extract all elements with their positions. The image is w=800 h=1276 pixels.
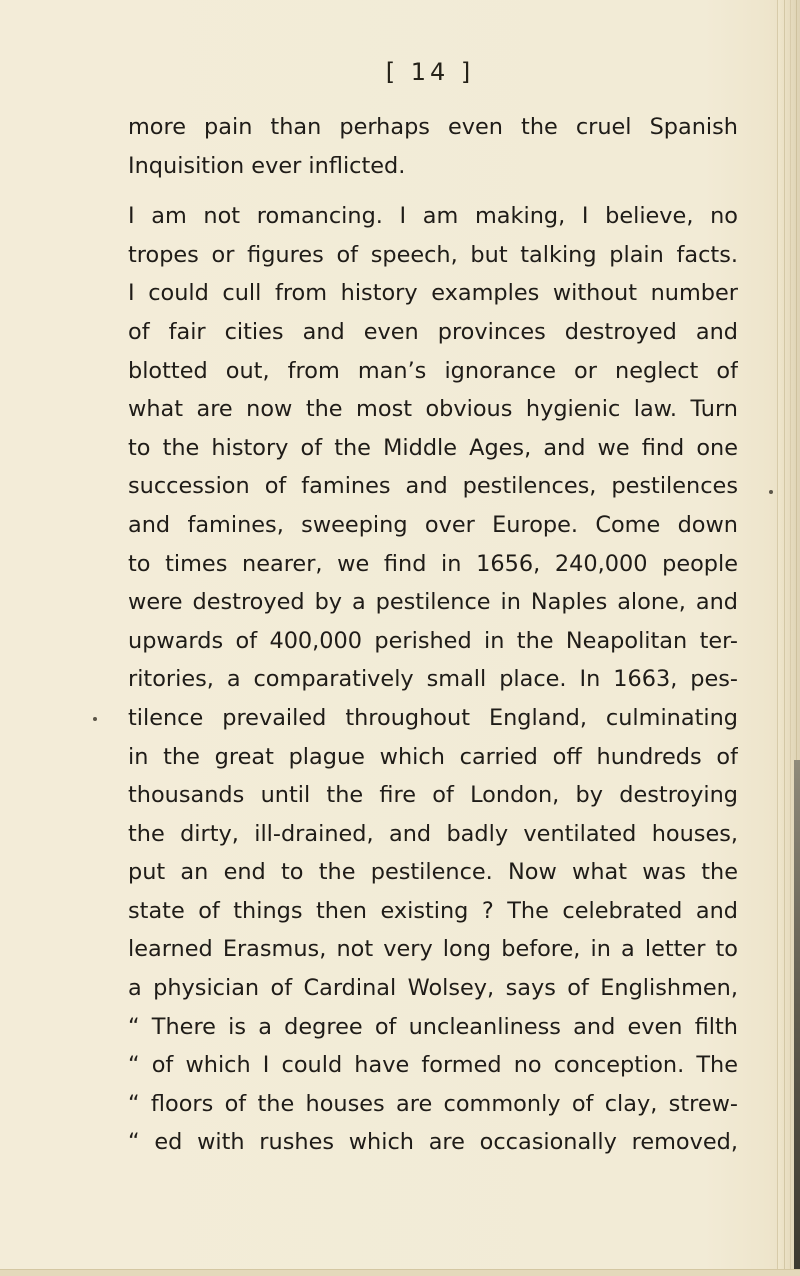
text-line: to the history of the Middle Ages, and we find one: [128, 434, 738, 461]
text-line: put an end to the pestilence. Now what was the: [128, 859, 738, 886]
paragraph: [128, 197, 738, 1162]
text-line: the dirty, ill-drained, and badly ventilated houses,: [128, 820, 738, 847]
page-number: [ 14 ]: [385, 58, 475, 86]
text-line: “ of which I could have formed no conception. The: [128, 1052, 738, 1079]
paragraph: [128, 108, 738, 185]
page-edge-line: [790, 0, 791, 1276]
text-line: I am not romancing. I am making, I believe, no: [128, 203, 738, 230]
text-line: thousands until the fire of London, by destroying: [128, 782, 738, 809]
text-line: tropes or figures of speech, but talking plain facts.: [128, 241, 738, 268]
page-bottom-edge: [0, 1269, 800, 1276]
text-line: state of things then existing ? The celebrated and: [128, 897, 738, 924]
paragraph-gap: [128, 185, 738, 197]
text-line: Inquisition ever inflicted.: [128, 152, 406, 179]
text-line: and famines, sweeping over Europe. Come down: [128, 511, 738, 538]
text-line: “ floors of the houses are commonly of clay, strew-: [128, 1090, 738, 1117]
text-line: what are now the most obvious hygienic law. Turn: [128, 396, 738, 423]
paper-speck: [769, 490, 773, 494]
paper-speck: [93, 717, 97, 721]
text-line: “ ed with rushes which are occasionally removed,: [128, 1129, 738, 1156]
page-edge-binding: [777, 0, 800, 1276]
page-edge-line: [784, 0, 785, 1276]
text-line: a physician of Cardinal Wolsey, says of Englishmen,: [128, 975, 738, 1002]
text-line: ritories, a comparatively small place. In 1663, pes-: [128, 666, 738, 693]
text-line: of fair cities and even provinces destroyed and: [128, 318, 738, 345]
text-line: blotted out, from man’s ignorance or neglect of: [128, 357, 738, 384]
text-line: learned Erasmus, not very long before, in a letter to: [128, 936, 738, 963]
text-line: to times nearer, we find in 1656, 240,000 people: [128, 550, 738, 577]
text-line: in the great plague which carried off hundreds of: [128, 743, 738, 770]
text-line: were destroyed by a pestilence in Naples alone, and: [128, 589, 738, 616]
text-line: “ There is a degree of uncleanliness and even filth: [128, 1013, 738, 1040]
text-line: succession of famines and pestilences, pestilences: [128, 473, 738, 500]
text-line: I could cull from history examples without number: [128, 280, 738, 307]
text-line: tilence prevailed throughout England, culminating: [128, 704, 738, 731]
text-line: upwards of 400,000 perished in the Neapolitan ter-: [128, 627, 738, 654]
page-edge-shadow: [794, 760, 800, 1276]
text-line: more pain than perhaps even the cruel Spanish: [128, 114, 738, 140]
body-text: [128, 108, 738, 1162]
